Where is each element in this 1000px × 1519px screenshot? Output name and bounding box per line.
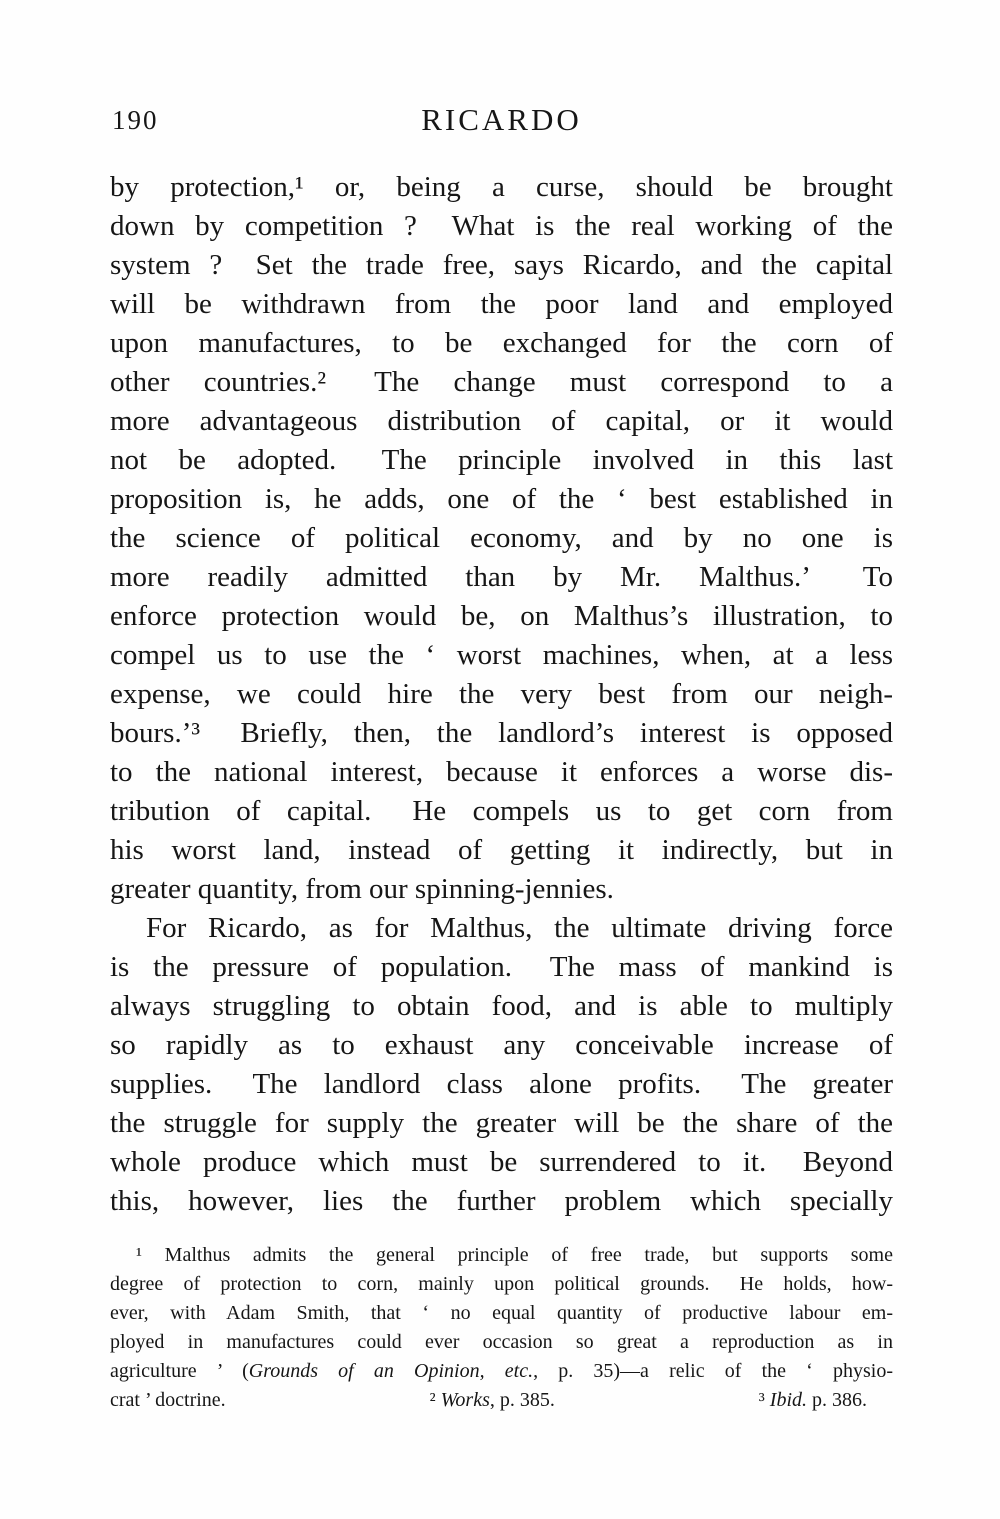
footnote-text: degree of protection to corn, mainly upon political grounds. He holds, how- (110, 1273, 893, 1295)
footnotes (110, 1241, 893, 1415)
footnote-center (430, 1386, 555, 1415)
running-head: RICARDO (421, 102, 582, 137)
footnote-right (759, 1386, 867, 1415)
body-line: is the pressure of population. The mass of mankind is (110, 951, 893, 983)
page-number: 190 (112, 105, 159, 135)
footnote-text: ² (429, 1389, 441, 1411)
body-line: other countries.² The change must correspond to a (110, 366, 893, 398)
body-line: more advantageous distribution of capital, or it would (110, 405, 893, 437)
body-line: will be withdrawn from the poor land and employed (110, 288, 893, 320)
body-line: supplies. The landlord class alone profits. The greater (110, 1068, 893, 1100)
italic-title: Grounds of an Opinion, etc. (248, 1360, 534, 1382)
body-text (110, 168, 893, 1221)
footnote-text: p. 386. (807, 1389, 867, 1411)
italic-title: Ibid. (769, 1389, 807, 1411)
body-line: the struggle for supply the greater will be the share of the (110, 1107, 893, 1139)
body-line: his worst land, instead of getting it indirectly, but in (110, 834, 893, 866)
italic-title: Works (440, 1389, 490, 1411)
body-line: tribution of capital. He compels us to get corn from (110, 795, 893, 827)
footnote-text: ployed in manufactures could ever occasion so great a reproduction as in (110, 1331, 893, 1353)
body-line: expense, we could hire the very best from our neigh- (110, 678, 893, 710)
body-line: this, however, lies the further problem which specially (110, 1185, 893, 1217)
body-line: For Ricardo, as for Malthus, the ultimate driving force (146, 912, 893, 944)
body-line: by protection,¹ or, being a curse, should be brought (110, 171, 893, 203)
body-line: whole produce which must be surrendered to it. Beyond (110, 1146, 893, 1178)
body-line: more readily admitted than by Mr. Malthus.’ To (110, 561, 893, 593)
body-line: compel us to use the ‘ worst machines, when, at a less (110, 639, 893, 671)
footnote-line (110, 1357, 893, 1386)
footnote-line (110, 1270, 893, 1299)
body-line: upon manufactures, to be exchanged for the corn of (110, 327, 893, 359)
body-line: bours.’³ Briefly, then, the landlord’s interest is opposed (110, 717, 893, 749)
page-content (110, 102, 893, 1415)
footnote-left (110, 1386, 226, 1415)
body-line: enforce protection would be, on Malthus’s illustration, to (110, 600, 893, 632)
footnote-text: , p. 385. (489, 1389, 555, 1411)
footnote-text: ³ (758, 1389, 770, 1411)
body-line: always struggling to obtain food, and is able to multiply (110, 990, 893, 1022)
body-line: so rapidly as to exhaust any conceivable increase of (110, 1029, 893, 1061)
body-line: proposition is, he adds, one of the ‘ best established in (110, 483, 893, 515)
page-header (110, 102, 893, 138)
footnote-text: crat ’ doctrine. (110, 1389, 226, 1411)
body-line: down by competition ? What is the real working of the (110, 210, 893, 242)
body-line: to the national interest, because it enforces a worse dis- (110, 756, 893, 788)
body-line: not be adopted. The principle involved in this last (110, 444, 893, 476)
footnote-text: ever, with Adam Smith, that ‘ no equal quantity of productive labour em- (110, 1302, 893, 1324)
body-line: system ? Set the trade free, says Ricardo, and the capital (110, 249, 893, 281)
footnote-reference-line (110, 1386, 893, 1415)
body-line: greater quantity, from our spinning-jennies. (110, 873, 614, 905)
footnote-text: ¹ Malthus admits the general principle of free trade, but supports some (136, 1244, 893, 1266)
footnote-text: , p. 35)—a relic of the ‘ physio- (533, 1360, 893, 1382)
footnote-line (110, 1299, 893, 1328)
footnote-text: agriculture ’ ( (110, 1360, 249, 1382)
body-line: the science of political economy, and by no one is (110, 522, 893, 554)
footnote-line (110, 1328, 893, 1357)
footnote-line (110, 1241, 893, 1270)
